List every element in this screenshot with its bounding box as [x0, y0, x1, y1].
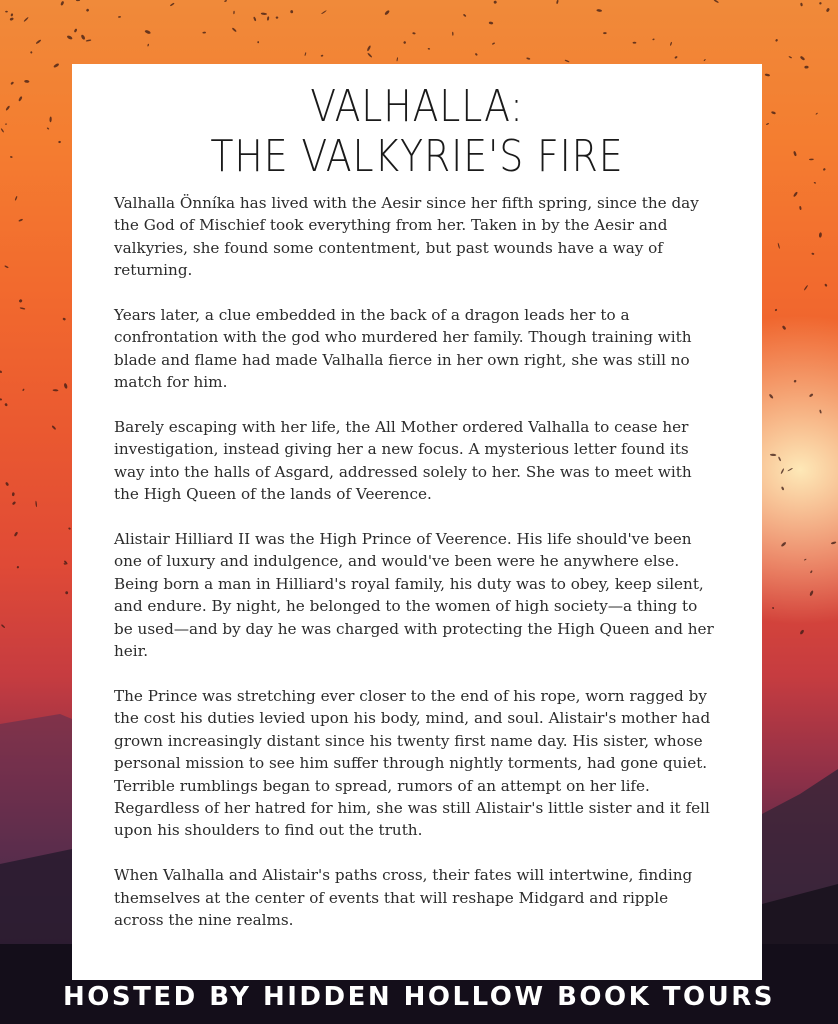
bird-speck — [493, 0, 497, 4]
bird-speck — [809, 393, 814, 397]
bird-speck — [809, 158, 814, 160]
bird-speck — [793, 191, 798, 197]
bird-speck — [774, 308, 777, 311]
bird-speck — [781, 541, 787, 547]
bird-speck — [24, 80, 29, 83]
synopsis-paragraph-1: Valhalla Önníka has lived with the Aesir since her fifth spring, since the day the God of Mischief took everything from her. Taken in by the Aesir and valkyries, she found some contentment, but past wounds have a way of returning. — [114, 194, 699, 280]
bird-speck — [253, 16, 257, 21]
bird-speck — [0, 370, 2, 373]
bird-speck — [526, 57, 530, 60]
bird-speck — [35, 501, 37, 508]
bird-speck — [815, 112, 818, 115]
bird-speck — [799, 206, 802, 210]
bird-speck — [713, 0, 719, 3]
bird-speck — [765, 73, 771, 76]
bird-speck — [811, 253, 814, 256]
bird-speck — [819, 409, 822, 413]
bird-speck — [670, 42, 673, 46]
bird-speck — [804, 558, 807, 560]
bird-speck — [819, 2, 822, 5]
bird-speck — [9, 17, 14, 21]
bird-speck — [10, 13, 13, 17]
bird-speck — [556, 0, 559, 4]
bird-speck — [60, 1, 64, 6]
bird-speck — [23, 17, 29, 22]
bird-speck — [781, 486, 785, 490]
bird-speck — [5, 123, 7, 124]
bird-speck — [10, 156, 13, 158]
book-title — [156, 82, 677, 182]
bird-speck — [766, 123, 769, 126]
bird-speck — [428, 48, 431, 50]
synopsis-card — [72, 64, 762, 980]
synopsis-paragraph-4: Alistair Hilliard II was the High Prince of Veerence. His life should've been one of luxury and indulgence, and would've been were he anywhere else. Being born a man in Hilliard's royal family, his duty was to obey, keep silent, and endure. By night, he belonged to the women of high society—a thing to be used—and by day he was charged with protecting the High Queen and her heir. — [114, 530, 714, 661]
bird-speck — [224, 0, 227, 2]
title-line-1: VALHALLA: — [310, 81, 524, 132]
bird-speck — [68, 527, 71, 530]
bird-speck — [819, 232, 822, 238]
bird-speck — [232, 27, 237, 32]
synopsis-paragraph-3: Barely escaping with her life, the All Mother ordered Valhalla to cease her investigation, instead giving her a new focus. A mysterious letter found its way into the halls of Asgard, addressed solely to her. She was to meet with the High Queen of the lands of Veerence. — [114, 418, 692, 504]
synopsis-paragraph-6: When Valhalla and Alistair's paths cross, their fates will intertwine, finding themselves at the center of events that will reshape Midgard and ripple across the nine realms. — [114, 866, 693, 929]
bird-speck — [76, 0, 80, 1]
bird-speck — [633, 42, 637, 44]
bird-speck — [46, 127, 49, 130]
bird-speck — [826, 8, 830, 13]
bird-speck — [62, 317, 66, 321]
bird-speck — [823, 168, 826, 171]
bird-speck — [452, 32, 454, 36]
synopsis-paragraph-5: The Prince was stretching ever closer to the end of his rope, worn ragged by the cost his duties levied upon his body, mind, and soul. Alistair's mother had grown increasingly distant since his twenty first name day. His sister, whose personal mission to see him suffer through nightly torments, had gone quiet. Terrible rumblings began to spread, rumors of an attempt on her life. Regardless of her hatred for him, she was still Alistair's little sister and it fell upon his shoulders to find out the truth. — [114, 686, 711, 840]
bird-speck — [367, 45, 372, 52]
bird-speck — [18, 299, 22, 303]
bird-speck — [814, 182, 817, 184]
bird-speck — [703, 59, 706, 62]
bird-speck — [824, 283, 827, 287]
bird-speck — [5, 11, 8, 13]
bird-speck — [18, 218, 23, 222]
bird-speck — [780, 468, 784, 474]
bird-speck — [800, 56, 806, 61]
bird-speck — [12, 501, 16, 505]
bird-speck — [564, 59, 569, 62]
bird-speck — [492, 42, 496, 45]
bird-speck — [0, 398, 2, 401]
bird-speck — [267, 16, 270, 20]
bird-speck — [147, 44, 149, 47]
bird-speck — [74, 28, 78, 32]
bird-speck — [170, 2, 175, 6]
bird-speck — [304, 52, 306, 56]
bird-speck — [778, 456, 781, 461]
bird-speck — [384, 10, 390, 16]
bird-speck — [804, 66, 808, 69]
bird-speck — [20, 307, 26, 310]
bird-speck — [321, 10, 327, 15]
bird-speck — [367, 52, 373, 58]
bird-speck — [674, 56, 678, 59]
bird-speck — [793, 379, 796, 383]
bird-speck — [596, 9, 602, 12]
bird-speck — [787, 468, 793, 472]
bird-speck — [603, 32, 607, 34]
bird-speck — [276, 16, 279, 19]
bird-speck — [5, 105, 10, 111]
bird-speck — [831, 541, 837, 545]
bird-speck — [4, 403, 8, 407]
bird-speck — [35, 39, 41, 44]
bird-speck — [233, 11, 235, 14]
bird-speck — [770, 454, 777, 457]
bird-speck — [5, 482, 9, 487]
bird-speck — [775, 39, 778, 42]
bird-speck — [788, 56, 792, 59]
bird-speck — [652, 38, 655, 40]
bird-speck — [769, 393, 774, 399]
bird-speck — [412, 32, 416, 35]
bird-speck — [800, 3, 803, 7]
bird-speck — [321, 55, 324, 57]
bird-speck — [475, 53, 478, 56]
bird-speck — [30, 51, 33, 54]
bird-speck — [771, 111, 776, 115]
bird-speck — [261, 12, 267, 15]
bird-speck — [4, 265, 9, 268]
bird-speck — [15, 196, 18, 201]
bird-speck — [489, 21, 494, 24]
bird-speck — [53, 63, 60, 69]
bird-speck — [403, 41, 406, 44]
bird-speck — [14, 531, 19, 537]
bird-speck — [793, 151, 797, 157]
bird-speck — [53, 389, 59, 391]
bird-speck — [51, 425, 56, 430]
bird-speck — [803, 285, 808, 291]
bird-speck — [782, 325, 787, 330]
bird-speck — [144, 29, 151, 34]
bird-speck — [58, 141, 61, 143]
bird-speck — [66, 35, 73, 40]
synopsis-paragraph-2: Years later, a clue embedded in the back of a dragon leads her to a confrontation with the god who murdered her family. Though training with blade and flame had made Valhalla fierce in her own right, she was still no match for him. — [114, 306, 692, 392]
host-credit: HOSTED BY HIDDEN HOLLOW BOOK TOURS — [63, 982, 775, 1012]
bird-speck — [63, 383, 68, 389]
bird-speck — [118, 16, 121, 18]
bird-speck — [22, 388, 25, 391]
bird-speck — [80, 34, 85, 40]
title-line-2: THE VALKYRIE'S FIRE — [210, 131, 624, 182]
bird-speck — [290, 10, 293, 13]
bird-speck — [18, 96, 23, 102]
bird-speck — [10, 81, 14, 85]
bird-speck — [86, 8, 90, 12]
bird-speck — [49, 116, 52, 122]
bird-speck — [0, 128, 4, 133]
bird-speck — [86, 39, 92, 42]
bird-speck — [12, 492, 15, 496]
bird-speck — [396, 57, 398, 61]
bird-speck — [202, 32, 206, 34]
bird-speck — [463, 14, 467, 18]
bird-speck — [257, 41, 259, 43]
bird-speck — [777, 243, 780, 249]
